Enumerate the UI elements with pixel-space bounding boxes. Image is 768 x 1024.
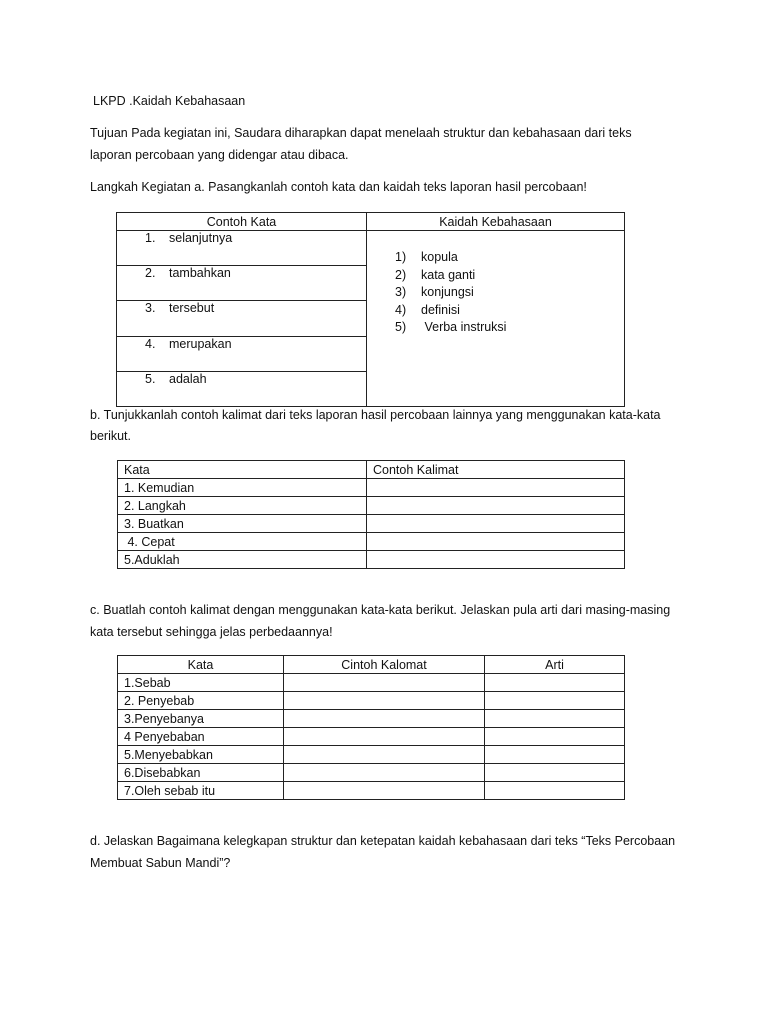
word-cell[interactable] bbox=[117, 337, 367, 372]
word-cell[interactable] bbox=[117, 372, 367, 407]
page-title: LKPD .Kaidah Kebahasaan bbox=[93, 94, 246, 108]
rule-text: konjungsi bbox=[421, 285, 474, 299]
meaning-input-cell[interactable] bbox=[485, 710, 625, 728]
intro-line-2: laporan percobaan yang didengar atau dibaca. bbox=[90, 148, 349, 162]
kata-cell: 2. Penyebab bbox=[118, 692, 284, 710]
meaning-input-cell[interactable] bbox=[485, 692, 625, 710]
word-text: selanjutnya bbox=[169, 231, 233, 245]
intro-line-1: Tujuan Pada kegiatan ini, Saudara diharapkan dapat menelaah struktur dan kebahasaan dari teks bbox=[90, 126, 632, 140]
word-cell[interactable] bbox=[117, 231, 367, 266]
meaning-input-cell[interactable] bbox=[485, 782, 625, 800]
sentence-input-cell[interactable] bbox=[284, 692, 485, 710]
rule-text: kata ganti bbox=[421, 267, 476, 282]
sentence-input-cell[interactable] bbox=[284, 728, 485, 746]
sentence-input-cell[interactable] bbox=[367, 551, 625, 569]
header-cintoh-kalomat: Cintoh Kalomat bbox=[284, 656, 485, 674]
word-cell[interactable] bbox=[117, 266, 367, 301]
rules-cell bbox=[367, 231, 625, 407]
rule-item[interactable] bbox=[395, 249, 618, 267]
example-sentence-table bbox=[117, 460, 625, 569]
header-kaidah-kebahasaan: Kaidah Kebahasaan bbox=[367, 213, 625, 231]
sentence-input-cell[interactable] bbox=[367, 479, 625, 497]
meaning-input-cell[interactable] bbox=[485, 728, 625, 746]
rule-item[interactable] bbox=[395, 302, 618, 320]
meaning-table bbox=[117, 655, 625, 800]
section-a-instruction: Langkah Kegiatan a. Pasangkanlah contoh kata dan kaidah teks laporan hasil percobaan! bbox=[90, 180, 587, 194]
sentence-input-cell[interactable] bbox=[284, 746, 485, 764]
kata-cell: 2. Langkah bbox=[118, 497, 367, 515]
rule-item[interactable] bbox=[395, 284, 618, 302]
word-text: tambahkan bbox=[169, 266, 231, 280]
word-number: 1. bbox=[145, 231, 156, 245]
kata-cell: 3.Penyebanya bbox=[118, 710, 284, 728]
word-text: adalah bbox=[169, 372, 207, 386]
sentence-input-cell[interactable] bbox=[367, 533, 625, 551]
word-number: 4. bbox=[145, 337, 156, 351]
rule-number: 5) bbox=[395, 320, 407, 334]
rules-list bbox=[395, 249, 618, 337]
section-c-instruction-line-1: c. Buatlah contoh kalimat dengan menggunakan kata-kata berikut. Jelaskan pula arti dari masing-masing bbox=[90, 603, 671, 617]
kata-cell: 1.Sebab bbox=[118, 674, 284, 692]
word-cell[interactable] bbox=[117, 301, 367, 337]
matching-table bbox=[116, 212, 625, 407]
kata-cell: 4. Cepat bbox=[118, 533, 367, 551]
rule-text: kopula bbox=[421, 250, 458, 264]
rule-text: definisi bbox=[421, 302, 460, 317]
rule-number: 4) bbox=[395, 302, 407, 317]
word-text: merupakan bbox=[169, 337, 232, 351]
header-contoh-kalimat: Contoh Kalimat bbox=[367, 461, 625, 479]
sentence-input-cell[interactable] bbox=[284, 764, 485, 782]
word-number: 3. bbox=[145, 301, 156, 315]
rule-number: 2) bbox=[395, 267, 407, 282]
sentence-input-cell[interactable] bbox=[284, 674, 485, 692]
meaning-input-cell[interactable] bbox=[485, 674, 625, 692]
kata-cell: 3. Buatkan bbox=[118, 515, 367, 533]
header-contoh-kata: Contoh Kata bbox=[117, 213, 367, 231]
sentence-input-cell[interactable] bbox=[367, 497, 625, 515]
sentence-input-cell[interactable] bbox=[284, 710, 485, 728]
sentence-input-cell[interactable] bbox=[367, 515, 625, 533]
word-number: 2. bbox=[145, 266, 156, 280]
meaning-input-cell[interactable] bbox=[485, 746, 625, 764]
section-b-instruction-line-2: berikut. bbox=[90, 429, 131, 443]
meaning-input-cell[interactable] bbox=[485, 764, 625, 782]
kata-cell: 1. Kemudian bbox=[118, 479, 367, 497]
word-text: tersebut bbox=[169, 301, 215, 315]
rule-item[interactable] bbox=[395, 267, 618, 285]
header-arti: Arti bbox=[485, 656, 625, 674]
header-kata: Kata bbox=[118, 461, 367, 479]
kata-cell: 7.Oleh sebab itu bbox=[118, 782, 284, 800]
kata-cell: 5.Menyebabkan bbox=[118, 746, 284, 764]
sentence-input-cell[interactable] bbox=[284, 782, 485, 800]
kata-cell: 4 Penyebaban bbox=[118, 728, 284, 746]
kata-cell: 5.Aduklah bbox=[118, 551, 367, 569]
header-kata: Kata bbox=[118, 656, 284, 674]
rule-number: 1) bbox=[395, 250, 407, 264]
section-d-instruction-line-2: Membuat Sabun Mandi”? bbox=[90, 856, 231, 870]
section-c-instruction-line-2: kata tersebut sehingga jelas perbedaannya! bbox=[90, 625, 333, 639]
rule-text: Verba instruksi bbox=[421, 320, 507, 334]
rule-item[interactable] bbox=[395, 319, 618, 337]
section-d-instruction-line-1: d. Jelaskan Bagaimana kelegkapan struktur dan ketepatan kaidah kebahasaan dari teks “Teks Percobaan bbox=[90, 834, 676, 848]
rule-number: 3) bbox=[395, 285, 407, 299]
section-b-instruction-line-1: b. Tunjukkanlah contoh kalimat dari teks laporan hasil percobaan lainnya yang menggunakan kata-kata bbox=[90, 408, 661, 422]
kata-cell: 6.Disebabkan bbox=[118, 764, 284, 782]
word-number: 5. bbox=[145, 372, 156, 386]
